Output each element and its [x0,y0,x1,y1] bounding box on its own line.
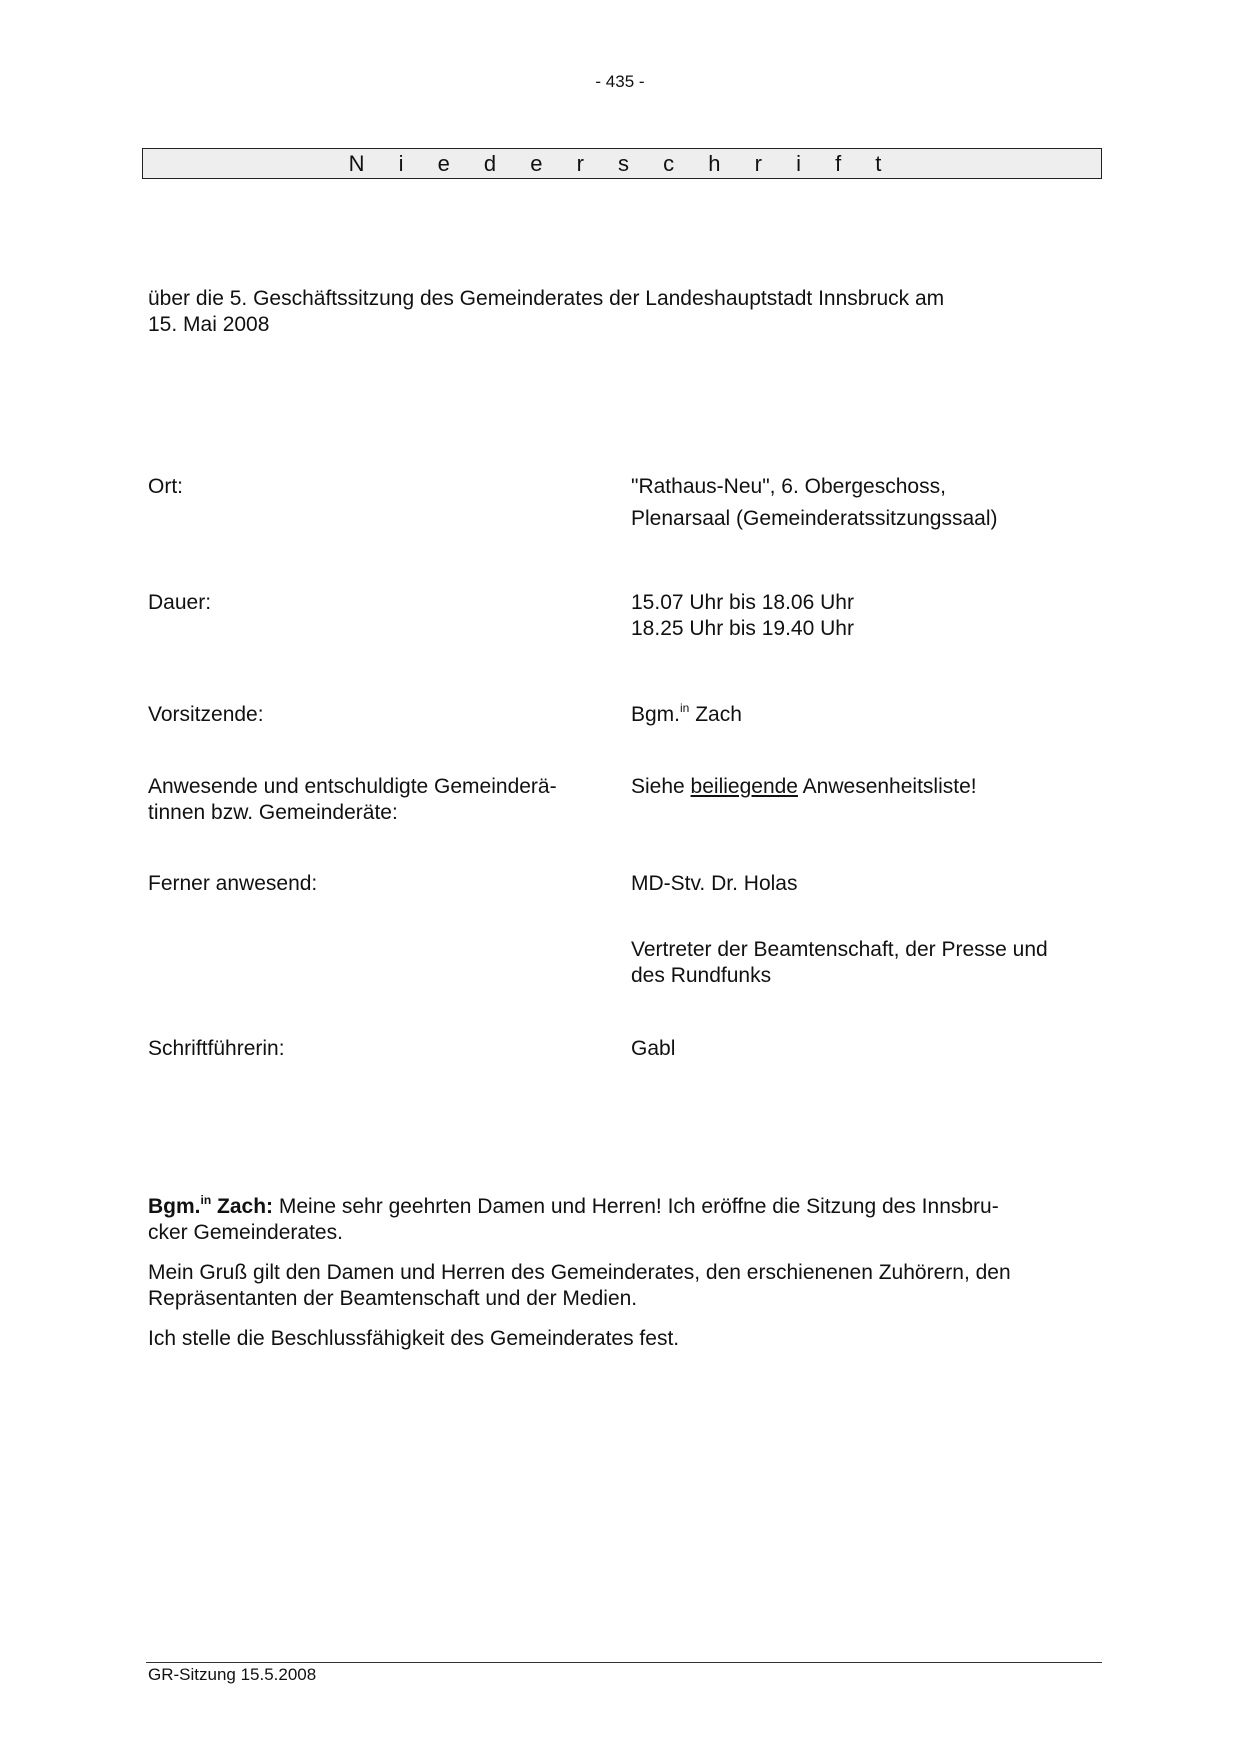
vorsitz-value [631,702,1101,728]
anwesend-post: Anwesenheitsliste! [797,775,977,798]
intro-date: 15. Mai 2008 [148,313,270,336]
intro-line: über die 5. Geschäftssitzung des Gemeinderates der Landeshauptstadt Innsbruck am [148,287,945,310]
speech-text: Meine sehr geehrten Damen und Herren! Ich eröffne die Sitzung des Innsbru- [273,1195,999,1218]
intro-paragraph [148,286,1048,338]
schrift-label: Schriftführerin: [148,1037,285,1060]
vorsitz-title-suffix: in [680,701,690,715]
speech-text: Mein Gruß gilt den Damen und Herren des Gemeinderates, den erschienenen Zuhörern, den [148,1261,1011,1284]
dauer-value [631,590,1101,642]
vorsitz-title: Bgm. [631,703,681,726]
footer-text: GR-Sitzung 15.5.2008 [148,1665,317,1684]
ort-value-line: Plenarsaal (Gemeinderatssitzungssaal) [631,507,998,530]
ort-label: Ort: [148,475,183,498]
speaker-name: Zach: [211,1195,274,1218]
anwesend-label-line: tinnen bzw. Gemeinderäte: [148,801,398,824]
anwesend-label [148,774,618,826]
speech-paragraph-3: Ich stelle die Beschlussfähigkeit des Gemeinderates fest. [148,1327,680,1350]
schrift-value: Gabl [631,1037,676,1060]
anwesend-label-line: Anwesende und entschuldigte Gemeinderä- [148,775,557,798]
ferner-value-line: Vertreter der Beamtenschaft, der Presse und [631,938,1048,961]
speaker-title-suffix: in [200,1193,212,1207]
speech-section [148,1194,1103,1366]
ferner-value-line: des Rundfunks [631,964,772,987]
anwesend-pre: Siehe [631,775,691,798]
vorsitz-label: Vorsitzende: [148,703,264,726]
page-number: - 435 - [595,72,645,91]
dauer-value-line: 15.07 Uhr bis 18.06 Uhr [631,591,854,614]
vorsitz-name: Zach [689,703,742,726]
speaker-title: Bgm. [148,1195,201,1218]
anwesend-value [631,774,1101,800]
document-title: N i e d e r s c h r i f t [142,148,1102,179]
ferner-value-2 [631,937,1101,989]
speech-text: Repräsentanten der Beamtenschaft und der Medien. [148,1287,638,1310]
speech-paragraph-1 [148,1194,1103,1246]
speech-paragraph-2 [148,1260,1103,1312]
ort-value-line: "Rathaus-Neu", 6. Obergeschoss, [631,475,946,498]
ferner-value-1: MD-Stv. Dr. Holas [631,872,798,895]
footer-divider [146,1662,1102,1663]
ort-value [631,471,1101,535]
anwesend-underlined: beiliegende [690,775,798,798]
ferner-label: Ferner anwesend: [148,872,318,895]
dauer-value-line: 18.25 Uhr bis 19.40 Uhr [631,617,854,640]
speech-text: cker Gemeinderates. [148,1221,343,1244]
dauer-label: Dauer: [148,591,212,614]
